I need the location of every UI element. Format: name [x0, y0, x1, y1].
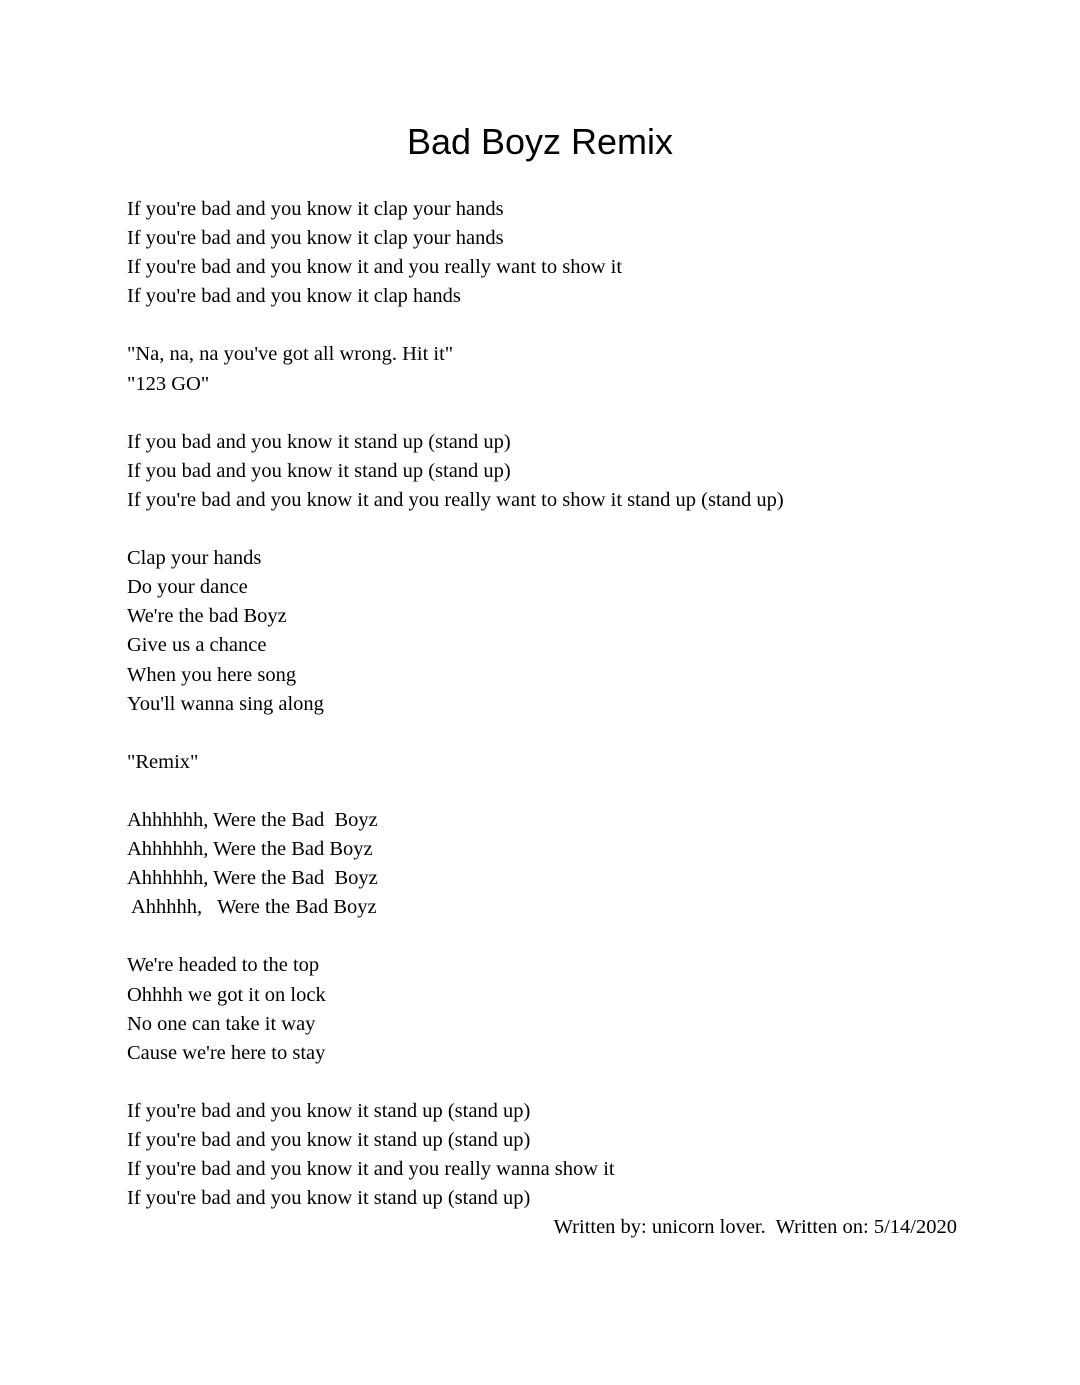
- lyric-line: If you're bad and you know it and you really want to show it: [127, 256, 623, 279]
- lyric-line: We're the bad Boyz: [127, 605, 287, 628]
- lyric-line: If you're bad and you know it clap your hands: [127, 227, 504, 250]
- blank-line: [127, 311, 957, 340]
- lyric-line: If you're bad and you know it stand up (stand up): [127, 1129, 531, 1151]
- lyric-line: If you're bad and you know it stand up (stand up): [127, 1099, 531, 1122]
- lyric-line: If you bad and you know it stand up (stand up): [127, 430, 511, 453]
- blank-line: [127, 719, 957, 748]
- lyric-line: Ahhhhhh, Were the Bad Boyz: [127, 838, 373, 861]
- lyric-line: Give us a chance: [127, 634, 267, 657]
- lyric-line: If you're bad and you know it and you really wanna show it: [127, 1158, 615, 1181]
- lyric-line: If you're bad and you know it clap hands: [127, 285, 461, 308]
- lyric-line: No one can take it way: [127, 1012, 316, 1035]
- blank-line: [127, 777, 957, 806]
- blank-line: [127, 922, 957, 951]
- lyric-line: Ahhhhh, Were the Bad Boyz: [127, 896, 377, 919]
- document-title: Bad Boyz Remix: [406, 121, 674, 162]
- blank-line: [127, 399, 957, 428]
- lyric-line: Ohhhh we got it on lock: [127, 983, 326, 1006]
- lyric-line: If you're bad and you know it stand up (stand up): [127, 1187, 531, 1210]
- lyrics-body: [127, 195, 957, 1242]
- lyric-line: If you're bad and you know it and you really want to show it stand up (stand up): [127, 488, 784, 511]
- lyric-line: We're headed to the top: [127, 954, 320, 977]
- lyric-line: You'll wanna sing along: [127, 692, 324, 715]
- lyric-line: "123 GO": [127, 372, 210, 395]
- blank-line: [127, 515, 957, 544]
- blank-line: [127, 1068, 957, 1097]
- lyric-line: Do your dance: [127, 576, 248, 599]
- author-date-footer: Written by: unicorn lover. Written on: 5/14/2020: [553, 1216, 957, 1239]
- lyric-line: Ahhhhhh, Were the Bad Boyz: [127, 867, 378, 890]
- lyric-line: "Remix": [127, 750, 199, 773]
- lyric-line: When you here song: [127, 663, 297, 686]
- lyric-line: If you bad and you know it stand up (stand up): [127, 459, 511, 482]
- lyric-line: "Na, na, na you've got all wrong. Hit it": [127, 343, 454, 366]
- lyric-line: Clap your hands: [127, 547, 262, 570]
- lyric-line: Ahhhhhh, Were the Bad Boyz: [127, 808, 378, 831]
- lyric-line: Cause we're here to stay: [127, 1041, 326, 1064]
- lyric-line: If you're bad and you know it clap your hands: [127, 198, 504, 220]
